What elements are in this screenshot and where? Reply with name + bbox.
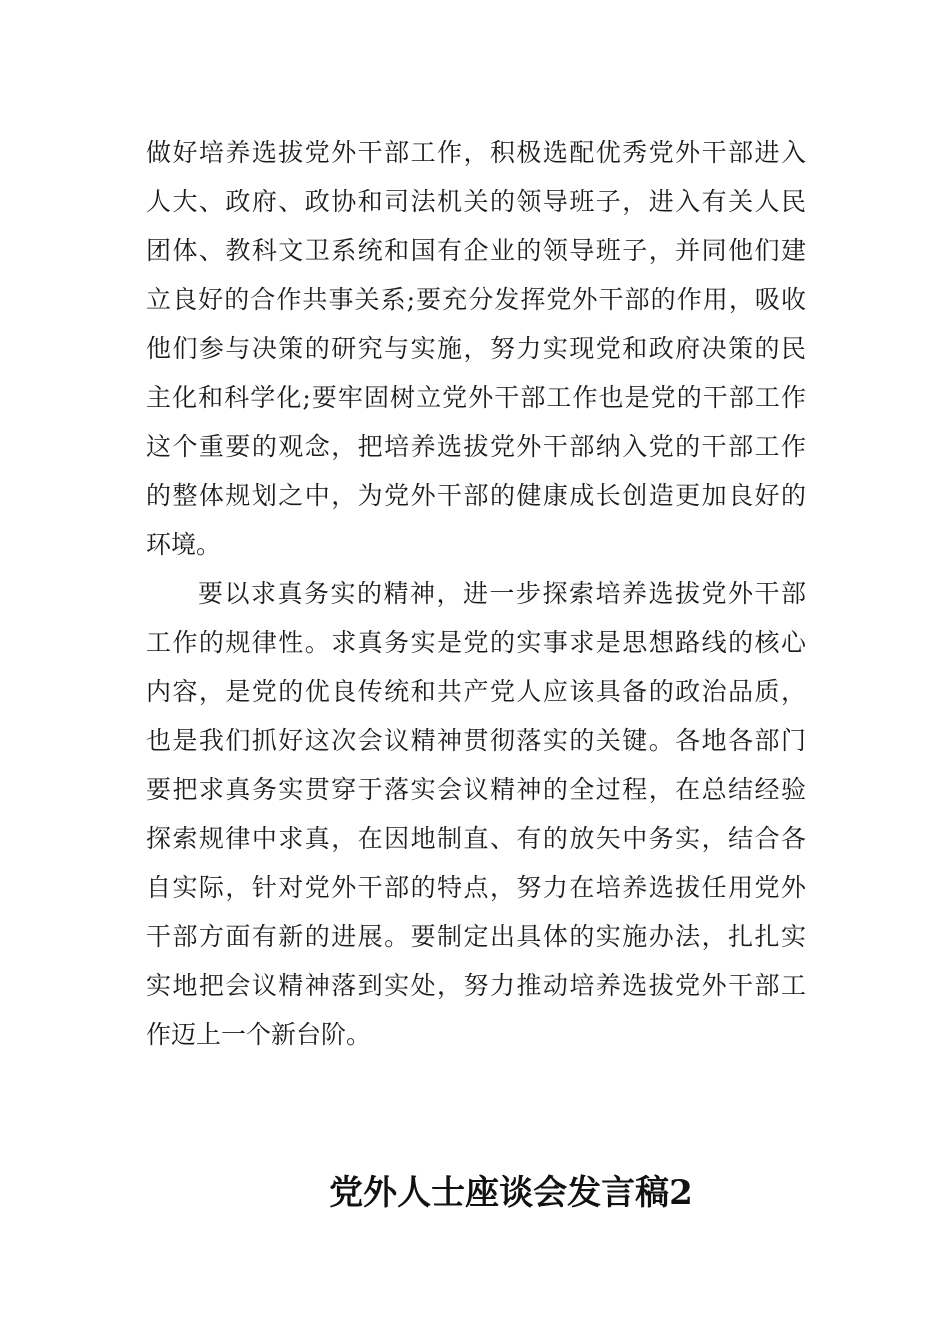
paragraph-2	[146, 569, 806, 1059]
text-line: 的整体规划之中，为党外干部的健康成长创造更加良好的	[146, 481, 806, 510]
text-line: 团体、教科文卫系统和国有企业的领导班子，并同他们建	[146, 236, 806, 265]
section-heading: 党外人士座谈会发言稿2	[329, 1173, 693, 1213]
text-line: 主化和科学化;要牢固树立党外干部工作也是党的干部工作	[146, 383, 806, 412]
document-body	[146, 128, 806, 1059]
text-line: 作迈上一个新台阶。	[146, 1020, 372, 1049]
text-line: 工作的规律性。求真务实是党的实事求是思想路线的核心	[146, 628, 806, 657]
text-line: 立良好的合作共事关系;要充分发挥党外干部的作用，吸收	[146, 285, 806, 314]
text-line: 内容，是党的优良传统和共产党人应该具备的政治品质，	[146, 677, 806, 706]
text-line: 他们参与决策的研究与实施，努力实现党和政府决策的民	[146, 334, 806, 363]
text-line: 这个重要的观念，把培养选拔党外干部纳入党的干部工作	[146, 432, 806, 461]
text-line: 环境。	[146, 530, 222, 559]
text-line: 探索规律中求真，在因地制直、有的放矢中务实，结合各	[146, 824, 806, 853]
text-line: 自实际，针对党外干部的特点，努力在培养选拔任用党外	[146, 873, 806, 902]
text-line: 也是我们抓好这次会议精神贯彻落实的关键。各地各部门	[146, 726, 806, 755]
text-line: 做好培养选拔党外干部工作，积极选配优秀党外干部进入	[146, 138, 806, 167]
text-line: 人大、政府、政协和司法机关的领导班子，进入有关人民	[146, 187, 806, 216]
text-line: 干部方面有新的进展。要制定出具体的实施办法，扎扎实	[146, 922, 806, 951]
text-line: 要把求真务实贯穿于落实会议精神的全过程，在总结经验	[146, 775, 806, 804]
text-line: 实地把会议精神落到实处，努力推动培养选拔党外干部工	[146, 971, 806, 1000]
paragraph-1	[146, 128, 806, 569]
text-line: 要以求真务实的精神，进一步探索培养选拔党外干部	[198, 579, 806, 608]
